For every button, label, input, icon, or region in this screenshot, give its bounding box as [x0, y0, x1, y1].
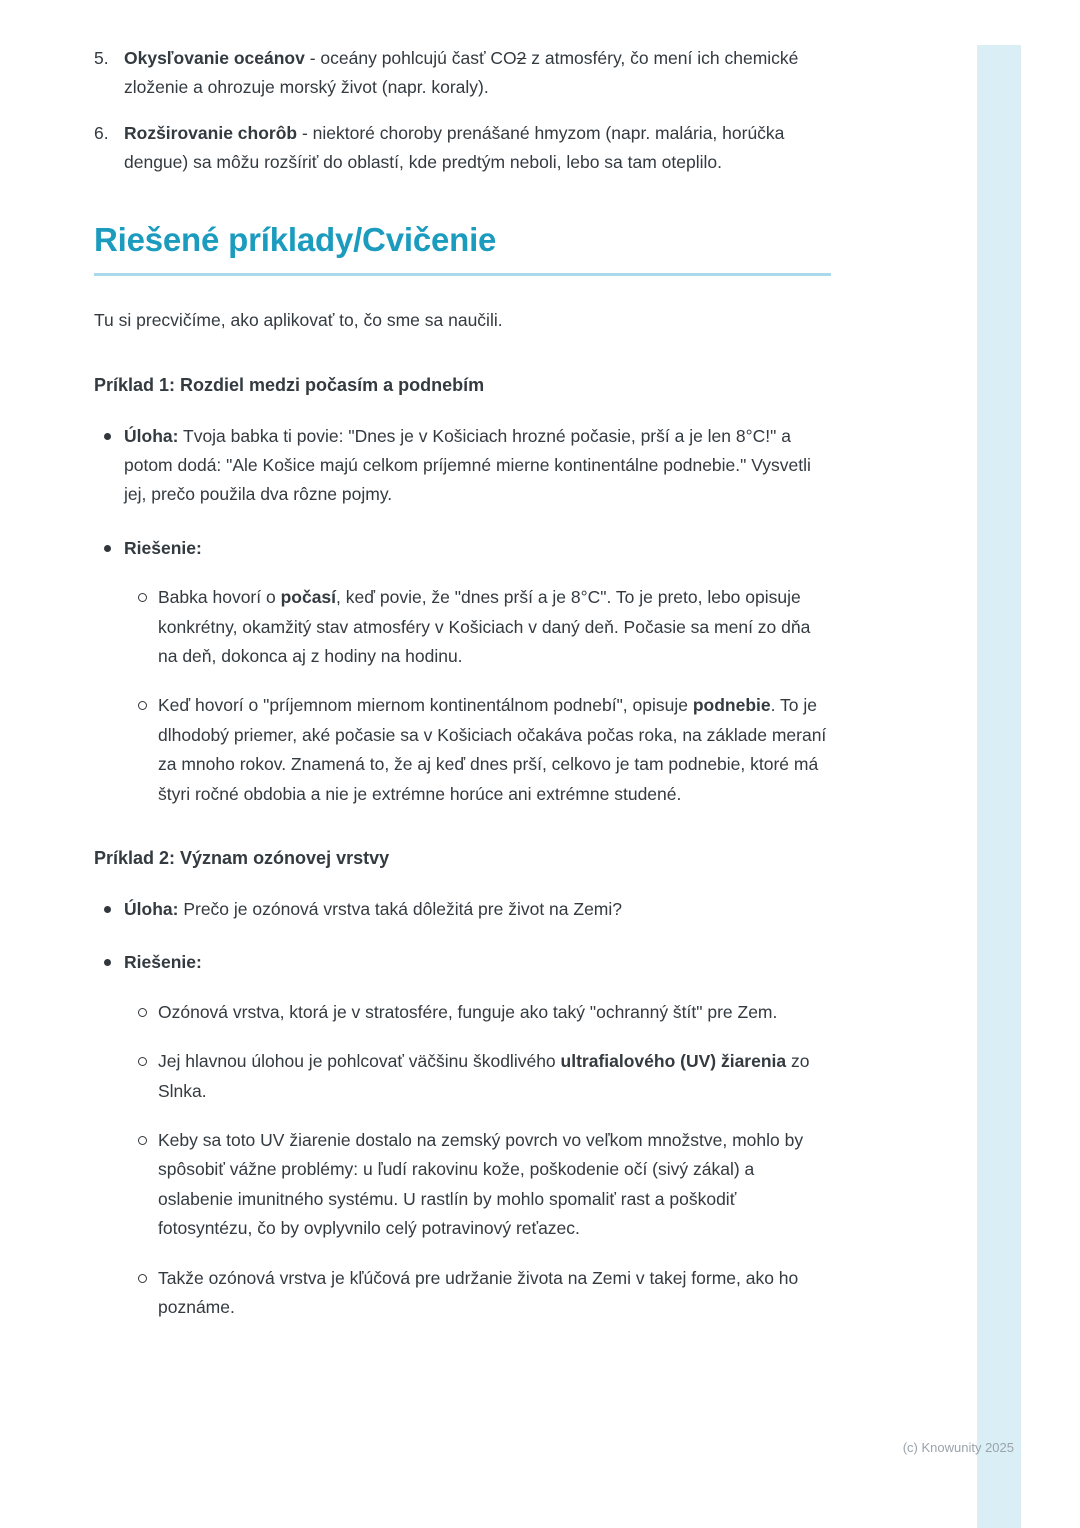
circle-bullet-icon: [128, 1126, 158, 1244]
example1-uloha-text: [124, 422, 831, 510]
text-run: 2: [516, 48, 527, 68]
text-run: . To je dlhodobý priemer, aké počasie sa v Košiciach očakáva počas roka, na základe meraní za mnoho rokov. Znamená to, že aj keď dnes prší, celkovo je tam podnebie, ktoré má štyri ročné obdobia a nie je extrémne horúce ani extrémne studené.: [158, 695, 827, 804]
example2-sub-text-1: [158, 998, 831, 1027]
decorative-side-bar: [977, 45, 1021, 1528]
circle-bullet-icon: [128, 691, 158, 809]
example1-sub-text-2: [158, 691, 831, 809]
example2-uloha-text: [124, 895, 831, 924]
section-divider: [94, 273, 831, 276]
text-run: - oceány pohlcujú časť CO: [304, 48, 517, 68]
bullet-icon: [94, 895, 124, 924]
example1-sub-item-1: [128, 583, 831, 671]
example2-sub-item-2: [128, 1047, 831, 1106]
text-run: Ozónová vrstva, ktorá je v stratosfére, funguje ako taký "ochranný štít" pre Zem.: [158, 1001, 778, 1022]
list-item-text: [124, 119, 831, 178]
example2-sub-text-2: [158, 1047, 831, 1106]
section-title: Riešené príklady/Cvičenie: [94, 220, 497, 258]
circle-bullet-icon: [128, 583, 158, 671]
section-intro: Tu si precvičíme, ako aplikovať to, čo sme sa naučili.: [94, 310, 503, 331]
text-run: Rozširovanie chorôb: [124, 122, 298, 143]
document-content: [94, 44, 831, 1322]
example2-sub-item-4: [128, 1264, 831, 1323]
circle-bullet-icon: [128, 998, 158, 1027]
text-run: , keď povie, že "dnes prší a je 8°C". To je preto, lebo opisuje konkrétny, okamžitý stav atmosféry v Košiciach v daný deň. Počasie sa mení zo dňa na deň, dokonca aj z hodiny na hodinu.: [158, 587, 811, 666]
list-item-number: 6.: [94, 122, 109, 143]
list-item-number: 5.: [94, 48, 109, 68]
text-run: podnebie: [692, 695, 771, 716]
bullet-icon: [94, 422, 124, 510]
circle-bullet-icon: [128, 1264, 158, 1323]
example1-riesenie-item: [94, 534, 831, 563]
text-run: Riešenie:: [124, 537, 202, 558]
text-run: Keby sa toto UV žiarenie dostalo na zemský povrch vo veľkom množstve, mohlo by spôsobiť vážne problémy: u ľudí rakovinu kože, poškodenie očí (sivý zákal) a oslabenie imunitného systému. U rastlín by mohlo spomaliť rast a poškodiť fotosyntézu, čo by ovplyvnilo celý potravinový reťazec.: [158, 1129, 804, 1239]
bullet-icon: [94, 534, 124, 563]
text-run: počasí: [280, 587, 337, 608]
text-run: Jej hlavnou úlohou je pohlcovať väčšinu škodlivého: [158, 1051, 561, 1072]
example2-sub-text-3: [158, 1126, 831, 1244]
text-run: Tvoja babka ti povie: "Dnes je v Košiciach hrozné počasie, prší a je len 8°C!" a potom dodá: "Ale Košice majú celkom príjemné mierne kontinentálne podnebie." Vysvetli jej, prečo použila dva rôzne pojmy.: [124, 425, 811, 505]
bullet-icon: [94, 948, 124, 977]
example1-riesenie-label: [124, 534, 831, 563]
example2-sub-item-1: [128, 998, 831, 1027]
footer-credit: (c) Knowunity 2025: [902, 1440, 1014, 1455]
text-run: Babka hovorí o: [158, 587, 281, 608]
example1-sub-item-2: [128, 691, 831, 809]
example2-sub-item-3: [128, 1126, 831, 1244]
example1-sub-text-1: [158, 583, 831, 671]
text-run: Úloha:: [124, 425, 179, 446]
list-item-6: [94, 119, 831, 178]
text-run: Prečo je ozónová vrstva taká dôležitá pre život na Zemi?: [178, 899, 623, 920]
example2-uloha-item: [94, 895, 831, 924]
text-run: Takže ozónová vrstva je kľúčová pre udržanie života na Zemi v takej forme, ako ho poznáme.: [158, 1267, 799, 1317]
text-run: Riešenie:: [124, 952, 202, 973]
text-run: Úloha:: [124, 899, 179, 920]
text-run: ultrafialového (UV) žiarenia: [560, 1051, 787, 1072]
list-item-text: [124, 44, 831, 103]
example2-sub-text-4: [158, 1264, 831, 1323]
text-run: z atmosféry, čo mení ich chemické zloženie a ohrozuje morský život (napr. koraly).: [124, 48, 799, 98]
example2-riesenie-label: [124, 948, 831, 977]
text-run: Keď hovorí o "príjemnom miernom kontinentálnom podnebí", opisuje: [158, 695, 693, 716]
text-run: zo Slnka.: [158, 1051, 810, 1101]
example2-riesenie-item: [94, 948, 831, 977]
example1-uloha-item: [94, 422, 831, 510]
text-run: Okysľovanie oceánov: [124, 48, 305, 68]
example1-heading: Príklad 1: Rozdiel medzi počasím a podnebím: [94, 374, 485, 395]
text-run: - niektoré choroby prenášané hmyzom (napr. malária, horúčka dengue) sa môžu rozšíriť do oblastí, kde predtým neboli, lebo sa tam oteplilo.: [124, 122, 785, 173]
example2-heading: Príklad 2: Význam ozónovej vrstvy: [94, 847, 390, 868]
circle-bullet-icon: [128, 1047, 158, 1106]
list-item-5: [94, 44, 831, 103]
